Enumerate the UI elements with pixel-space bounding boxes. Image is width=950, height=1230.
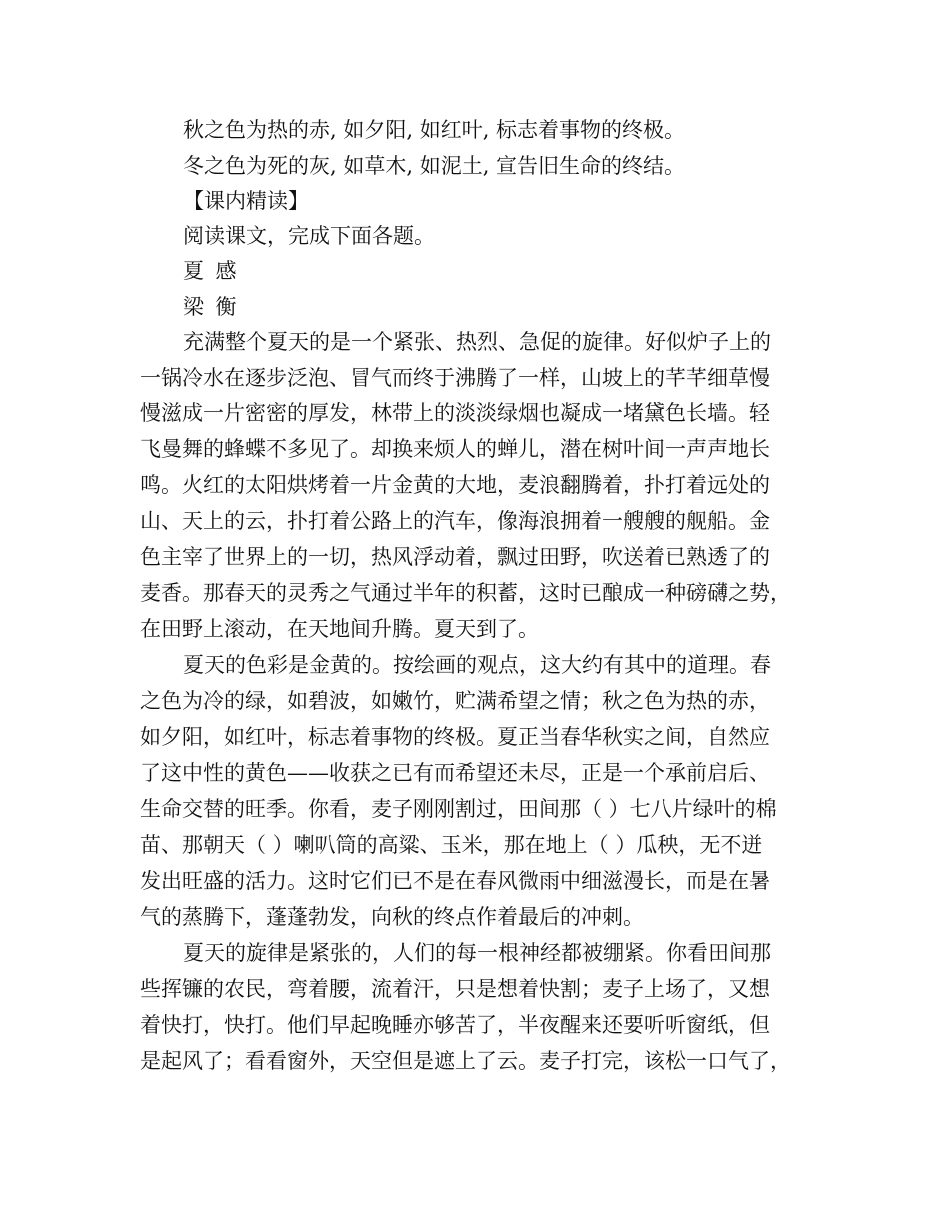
paragraph-line: 麦香。那春天的灵秀之气通过半年的积蓄，这时已酿成一种磅礴之势， [140, 581, 791, 605]
paragraph-line: 生命交替的旺季。你看，麦子刚刚割过，田间那（ ）七八片绿叶的棉 [140, 797, 777, 821]
paragraph-line: 苗、那朝天（ ）喇叭筒的高粱、玉米，那在地上（ ）瓜秧，无不迸 [140, 833, 763, 857]
paragraph-line: 发出旺盛的活力。这时它们已不是在春风微雨中细滋漫长，而是在暑 [140, 869, 770, 893]
paragraph-line: 在田野上滚动，在天地间升腾。夏天到了。 [140, 617, 539, 641]
paragraph-line: 山、天上的云，扑打着公路上的汽车，像海浪拥着一艘艘的舰船。金 [140, 509, 770, 533]
paragraph-line: 如夕阳，如红叶，标志着事物的终极。夏正当春华秋实之间，自然应 [140, 725, 770, 749]
paragraph-line: 是起风了；看看窗外，天空但是遮上了云。麦子打完，该松一口气了， [140, 1049, 791, 1073]
article-author: 梁衡 [183, 295, 249, 319]
instruction-text: 阅读课文，完成下面各题。 [183, 224, 435, 248]
paragraph-line: 些挥镰的农民，弯着腰，流着汗，只是想着快割；麦子上场了，又想 [140, 977, 770, 1001]
paragraph-line: 慢滋成一片密密的厚发，林带上的淡淡绿烟也凝成一堵黛色长墙。轻 [140, 401, 770, 425]
paragraph-line: 鸣。火红的太阳烘烤着一片金黄的大地，麦浪翻腾着，扑打着远处的 [140, 473, 770, 497]
paragraph-line: 夏天的旋律是紧张的，人们的每一根神经都被绷紧。你看田间那 [183, 941, 771, 965]
paragraph-line: 气的蒸腾下，蓬蓬勃发，向秋的终点作着最后的冲刺。 [140, 905, 644, 929]
text-line: 冬之色为死的灰, 如草木, 如泥土, 宣告旧生命的终结。 [183, 154, 686, 178]
article-title: 夏感 [183, 259, 249, 283]
paragraph-line: 色主宰了世界上的一切，热风浮动着，飘过田野，吹送着已熟透了的 [140, 545, 770, 569]
paragraph-line: 充满整个夏天的是一个紧张、热烈、急促的旋律。好似炉子上的 [183, 330, 771, 354]
text-line: 秋之色为热的赤, 如夕阳, 如红叶, 标志着事物的终极。 [183, 118, 686, 142]
paragraph-line: 一锅冷水在逐步泛泡、冒气而终于沸腾了一样，山坡上的芊芊细草慢 [140, 366, 770, 390]
section-heading: 【课内精读】 [183, 189, 309, 213]
paragraph-line: 着快打，快打。他们早起晚睡亦够苦了，半夜醒来还要听听窗纸，但 [140, 1013, 770, 1037]
paragraph-line: 之色为冷的绿，如碧波，如嫩竹，贮满希望之情；秋之色为热的赤， [140, 689, 770, 713]
paragraph-line: 了这中性的黄色——收获之已有而希望还未尽，正是一个承前启后、 [140, 761, 770, 785]
paragraph-line: 夏天的色彩是金黄的。按绘画的观点，这大约有其中的道理。春 [183, 653, 771, 677]
paragraph-line: 飞曼舞的蜂蝶不多见了。却换来烦人的蝉儿，潜在树叶间一声声地长 [140, 437, 770, 461]
